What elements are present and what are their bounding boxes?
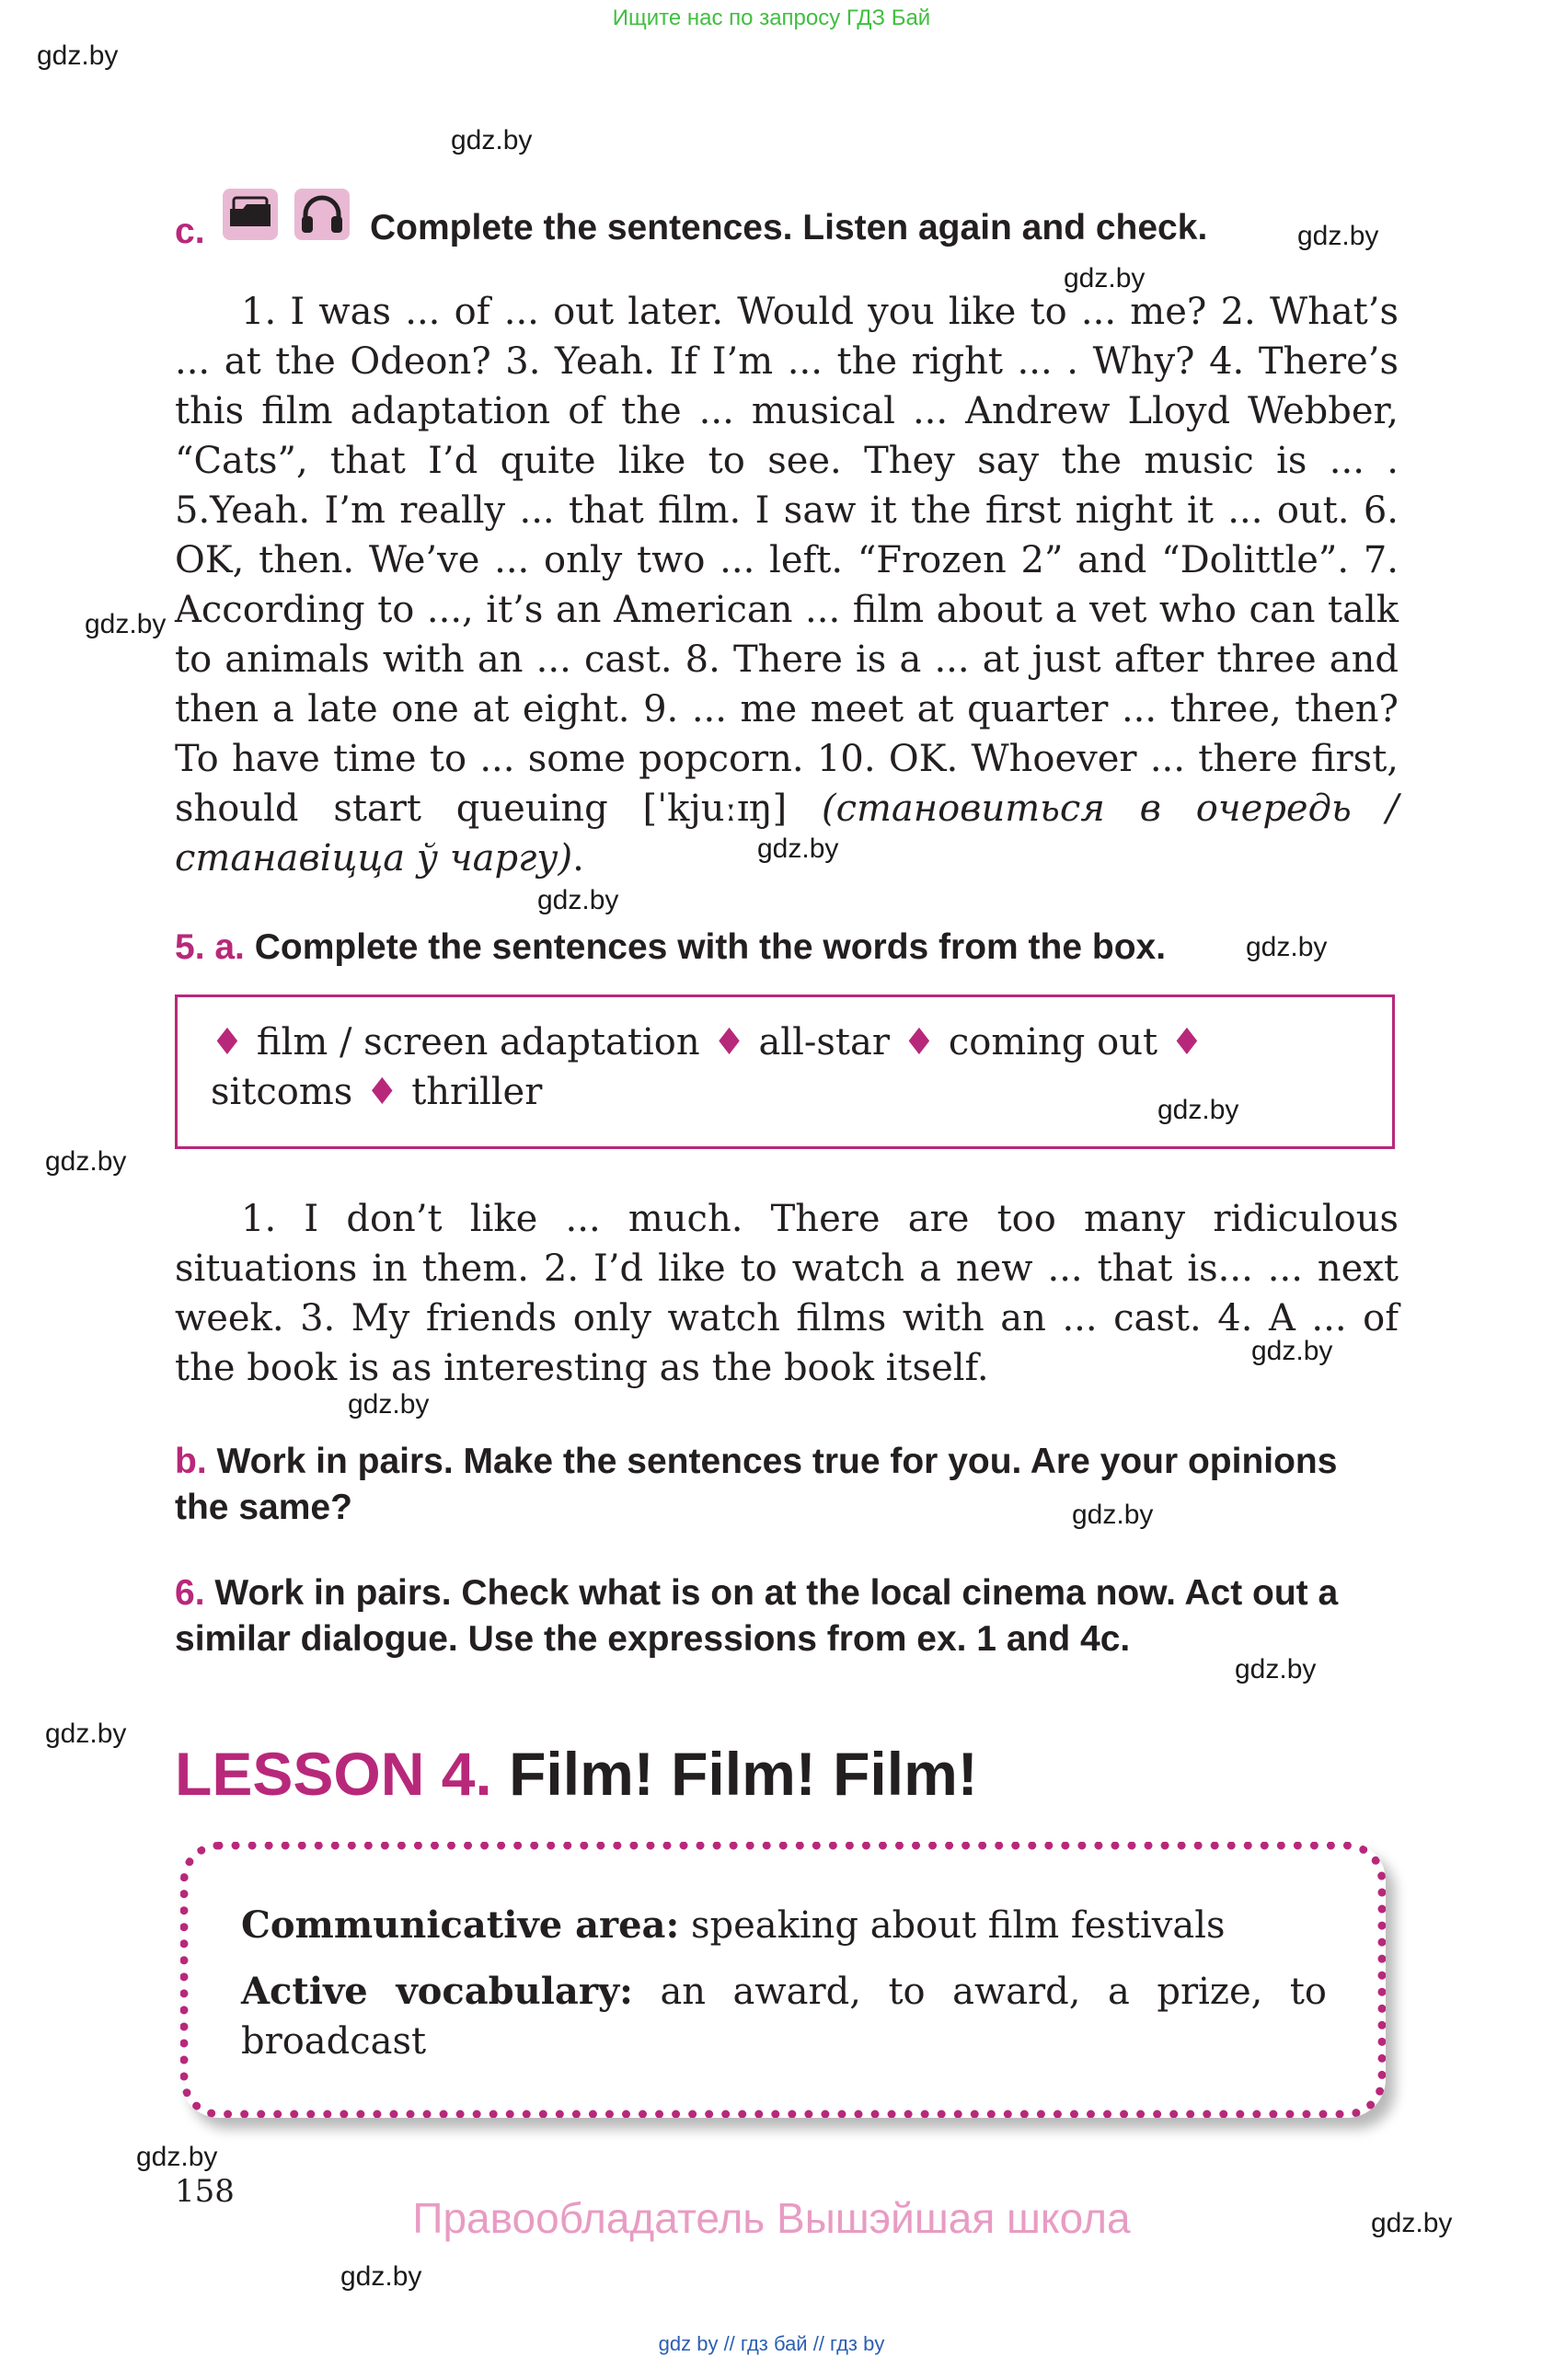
- diamond-icon: ♦: [902, 1021, 936, 1064]
- task-5a-text: 1. I don’t like ... much. There are too many ridiculous situations in them. 2. I’d like to watch a new ... that is... ... next week. 3. My friends only watch films with an ... cast. 4. A ... of the book is as interesting as the book itself.: [175, 1198, 1399, 1389]
- watermark: gdz.by: [85, 609, 167, 639]
- word-item: thriller: [411, 1071, 543, 1113]
- watermark: gdz.by: [1246, 932, 1328, 962]
- watermark: gdz.by: [45, 1719, 127, 1749]
- watermark: gdz.by: [757, 834, 839, 864]
- lesson-heading: LESSON 4. Film! Film! Film!: [175, 1740, 978, 1808]
- watermark: gdz.by: [537, 885, 619, 915]
- diamond-icon: ♦: [365, 1071, 399, 1113]
- watermark: gdz.by: [451, 125, 533, 155]
- diamond-icon: ♦: [211, 1021, 244, 1064]
- watermark: gdz.by: [45, 1146, 127, 1177]
- diamond-icon: ♦: [712, 1021, 746, 1064]
- task-5b-heading: b. Work in pairs. Make the sentences true for you. Are your opinions the same?: [175, 1442, 1338, 1527]
- watermark: gdz.by: [37, 40, 119, 71]
- watermark: gdz.by: [340, 2261, 422, 2292]
- active-vocabulary: Active vocabulary: an award, to award, a prize, to broadcast: [241, 1970, 1327, 2063]
- watermark: gdz.by: [348, 1389, 430, 1420]
- watermark: gdz.by: [136, 2142, 218, 2172]
- watermark: gdz.by: [1235, 1654, 1317, 1684]
- rights-holder: Правообладатель Вышэйшая школа: [412, 2194, 1131, 2242]
- watermark: gdz.by: [1064, 263, 1146, 293]
- task-4c-marker: c.: [175, 212, 205, 251]
- page-number: 158: [175, 2173, 235, 2210]
- watermark: gdz.by: [1072, 1500, 1154, 1530]
- watermark: gdz.by: [1251, 1336, 1333, 1366]
- word-item: film / screen adaptation: [256, 1021, 700, 1064]
- diamond-icon: ♦: [1170, 1021, 1203, 1064]
- watermark: gdz.by: [1371, 2208, 1453, 2238]
- task-4c-text: 1. I was ... of ... out later. Would you like to ... me? 2. What’s ... at the Odeon? 3. Yeah. If I’m ... the right ... . Why? 4. There’s this film adaptation of the ... musical ... Andrew Lloyd Webber, “Cats”, that I’d quite like to see. They say the music is ... . 5.Yeah. I’m really ... that film. I saw it the first night it ... out. 6. OK, then. We’ve ... only two ... left. “Frozen 2” and “Dolittle”. 7. According to ..., it’s an American ... film about a vet who can talk to animals with an ... cast. 8. There is a ... at just after three and then a late one at eight. 9. ... me meet at quarter ... three, then? To have time to ... some popcorn. 10. OK. Whoever ... there first, should start queuing [ˈkjuːɪŋ] (становиться в очередь / станавіцца ў чаргу).: [175, 291, 1399, 880]
- word-box: [175, 995, 1395, 1149]
- headphones-icon: [294, 189, 350, 240]
- watermark: gdz.by: [1297, 221, 1379, 251]
- word-item: sitcoms: [211, 1071, 353, 1113]
- word-item: all-star: [758, 1021, 890, 1064]
- task-6-heading: 6. Work in pairs. Check what is on at the local cinema now. Act out a similar dialogue. Use the expressions from ex. 1 and 4c.: [175, 1573, 1339, 1659]
- footer-note: gdz by // гдз бай // гдз by: [658, 2332, 885, 2355]
- pictures-folder-icon: [223, 189, 278, 240]
- communicative-area: Communicative area: speaking about film festivals: [241, 1903, 1226, 1947]
- header-note: Ищите нас по запросу ГДЗ Бай: [612, 6, 931, 30]
- watermark: gdz.by: [1157, 1095, 1239, 1125]
- word-item: coming out: [948, 1021, 1158, 1064]
- task-5a-heading: 5. a. Complete the sentences with the words from the box.: [175, 927, 1167, 967]
- task-4c-instruction: Complete the sentences. Listen again and check.: [370, 208, 1208, 247]
